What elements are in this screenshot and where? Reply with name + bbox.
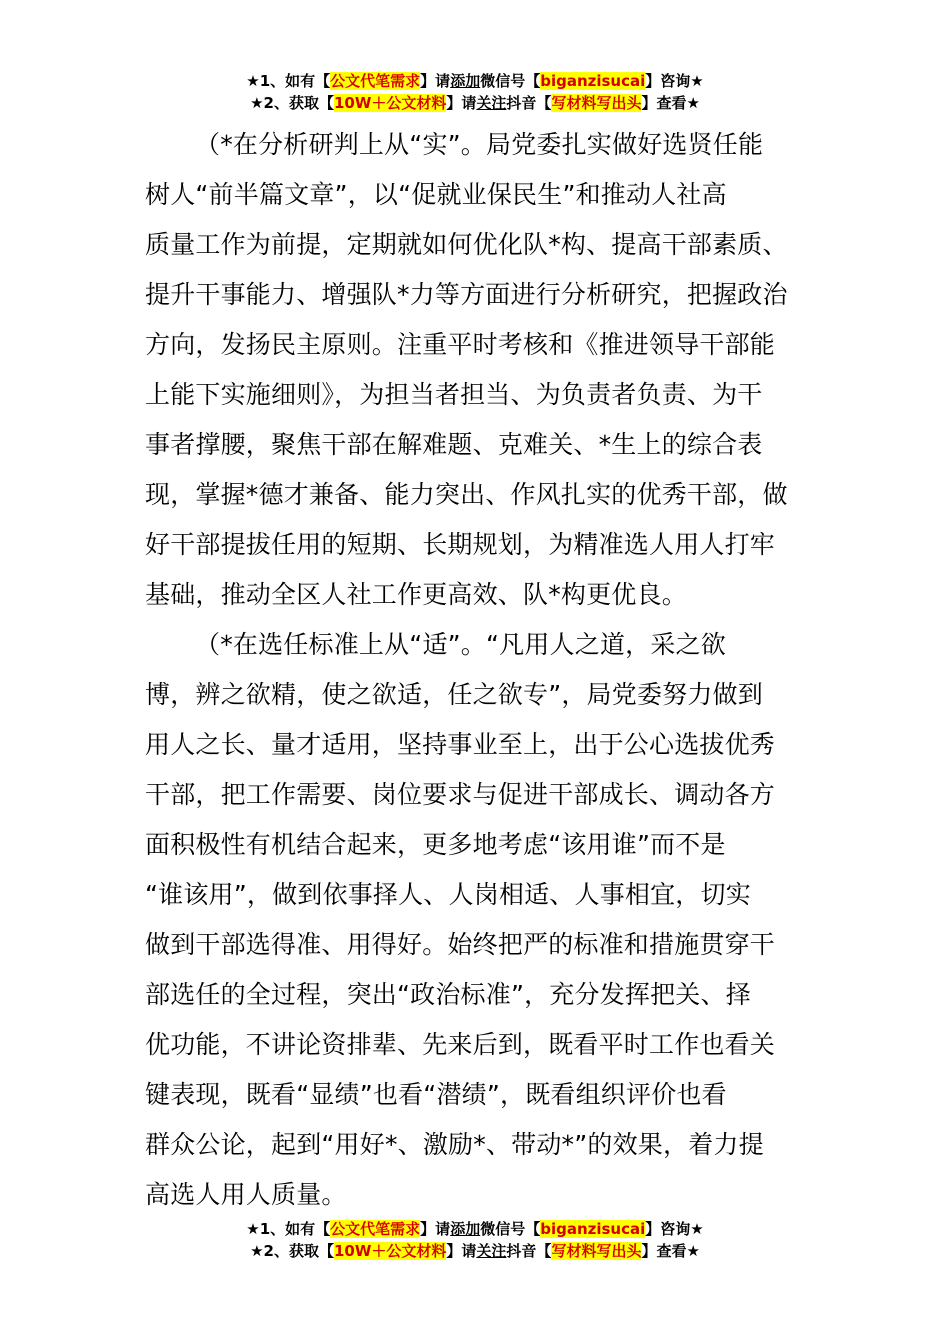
banner-line-1: [0, 1218, 950, 1240]
banner-line-2: [0, 92, 950, 114]
banner-highlight-douyin-id: 写材料写出头: [551, 1242, 642, 1260]
banner-line-2: [0, 1240, 950, 1262]
document-body: [145, 120, 809, 1220]
text-line: 方向，发扬民主原则。注重平时考核和《推进领导干部能: [145, 330, 776, 359]
banner-highlight-service: 公文代笔需求: [330, 72, 421, 90]
banner-highlight-materials: 10W＋公文材料: [333, 1242, 447, 1260]
banner-text: ★2、获取【: [250, 1242, 334, 1260]
text-line: 键表现，既看“显绩”也看“潜绩”，既看组织评价也看: [145, 1080, 727, 1109]
banner-highlight-wechat-id: biganzisucai: [540, 72, 646, 90]
banner-highlight-service: 公文代笔需求: [330, 1220, 421, 1238]
text-line: 好干部提拔任用的短期、长期规划，为精准选人用人打牢: [145, 530, 776, 559]
banner-text: 微信号【: [480, 1220, 541, 1238]
text-line: 干部，把工作需要、岗位要求与促进干部成长、调动各方: [145, 780, 776, 809]
banner-text: ★1、如有【: [246, 72, 331, 90]
banner-text: ★2、获取【: [250, 94, 334, 112]
banner-underlined-text: 关注: [476, 94, 507, 112]
text-line: 高选人用人质量。: [145, 1180, 347, 1209]
banner-text: 】查看★: [641, 1242, 700, 1260]
banner-text: 】咨询★: [645, 72, 704, 90]
text-line: （*在分析研判上从“实”。局党委扎实做好选贤任能: [195, 130, 764, 159]
banner-text: 抖音【: [506, 1242, 552, 1260]
banner-line-1: [0, 70, 950, 92]
banner-text: 抖音【: [506, 94, 552, 112]
text-line: 现，掌握*德才兼备、能力突出、作风扎实的优秀干部，做: [145, 480, 788, 509]
text-line: 用人之长、量才适用，坚持事业至上，出于公心选拔优秀: [145, 730, 776, 759]
text-line: 做到干部选得准、用得好。始终把严的标准和措施贯穿干: [145, 930, 776, 959]
paragraph-2: [145, 620, 809, 1220]
banner-text: 】请: [446, 94, 477, 112]
top-banner: [0, 70, 950, 114]
banner-highlight-materials: 10W＋公文材料: [333, 94, 447, 112]
paragraph-1: [145, 120, 809, 620]
banner-highlight-wechat-id: biganzisucai: [540, 1220, 646, 1238]
text-line: 群众公论，起到“用好*、激励*、带动*”的效果，着力提: [145, 1130, 764, 1159]
banner-text: 】咨询★: [645, 1220, 704, 1238]
banner-text: 】请: [420, 72, 451, 90]
banner-underlined-text: 关注: [476, 1242, 507, 1260]
text-line: “谁该用”，做到依事择人、人岗相适、人事相宜，切实: [145, 880, 751, 909]
text-line: 博，辨之欲精，使之欲适，任之欲专”，局党委努力做到: [145, 680, 763, 709]
text-line: 面积极性有机结合起来，更多地考虑“该用谁”而不是: [145, 830, 726, 859]
banner-text: ★1、如有【: [246, 1220, 331, 1238]
banner-text: 】请: [420, 1220, 451, 1238]
text-line: 基础，推动全区人社工作更高效、队*构更优良。: [145, 580, 687, 609]
text-line: 优功能，不讲论资排辈、先来后到，既看平时工作也看关: [145, 1030, 776, 1059]
banner-text: 】查看★: [641, 94, 700, 112]
text-line: 质量工作为前提，定期就如何优化队*构、提高干部素质、: [145, 230, 788, 259]
text-line: 提升干事能力、增强队*力等方面进行分析研究，把握政治: [145, 280, 788, 309]
banner-underlined-text: 添加: [450, 72, 481, 90]
text-line: 事者撑腰，聚焦干部在解难题、克难关、*生上的综合表: [145, 430, 763, 459]
banner-highlight-douyin-id: 写材料写出头: [551, 94, 642, 112]
banner-underlined-text: 添加: [450, 1220, 481, 1238]
text-line: 树人“前半篇文章”，以“促就业保民生”和推动人社高: [145, 180, 727, 209]
text-line: （*在选任标准上从“适”。“凡用人之道，采之欲: [195, 630, 726, 659]
bottom-banner: [0, 1218, 950, 1262]
text-line: 部选任的全过程，突出“政治标准”，充分发挥把关、择: [145, 980, 751, 1009]
banner-text: 微信号【: [480, 72, 541, 90]
text-line: 上能下实施细则》，为担当者担当、为负责者负责、为干: [145, 380, 763, 409]
banner-text: 】请: [446, 1242, 477, 1260]
